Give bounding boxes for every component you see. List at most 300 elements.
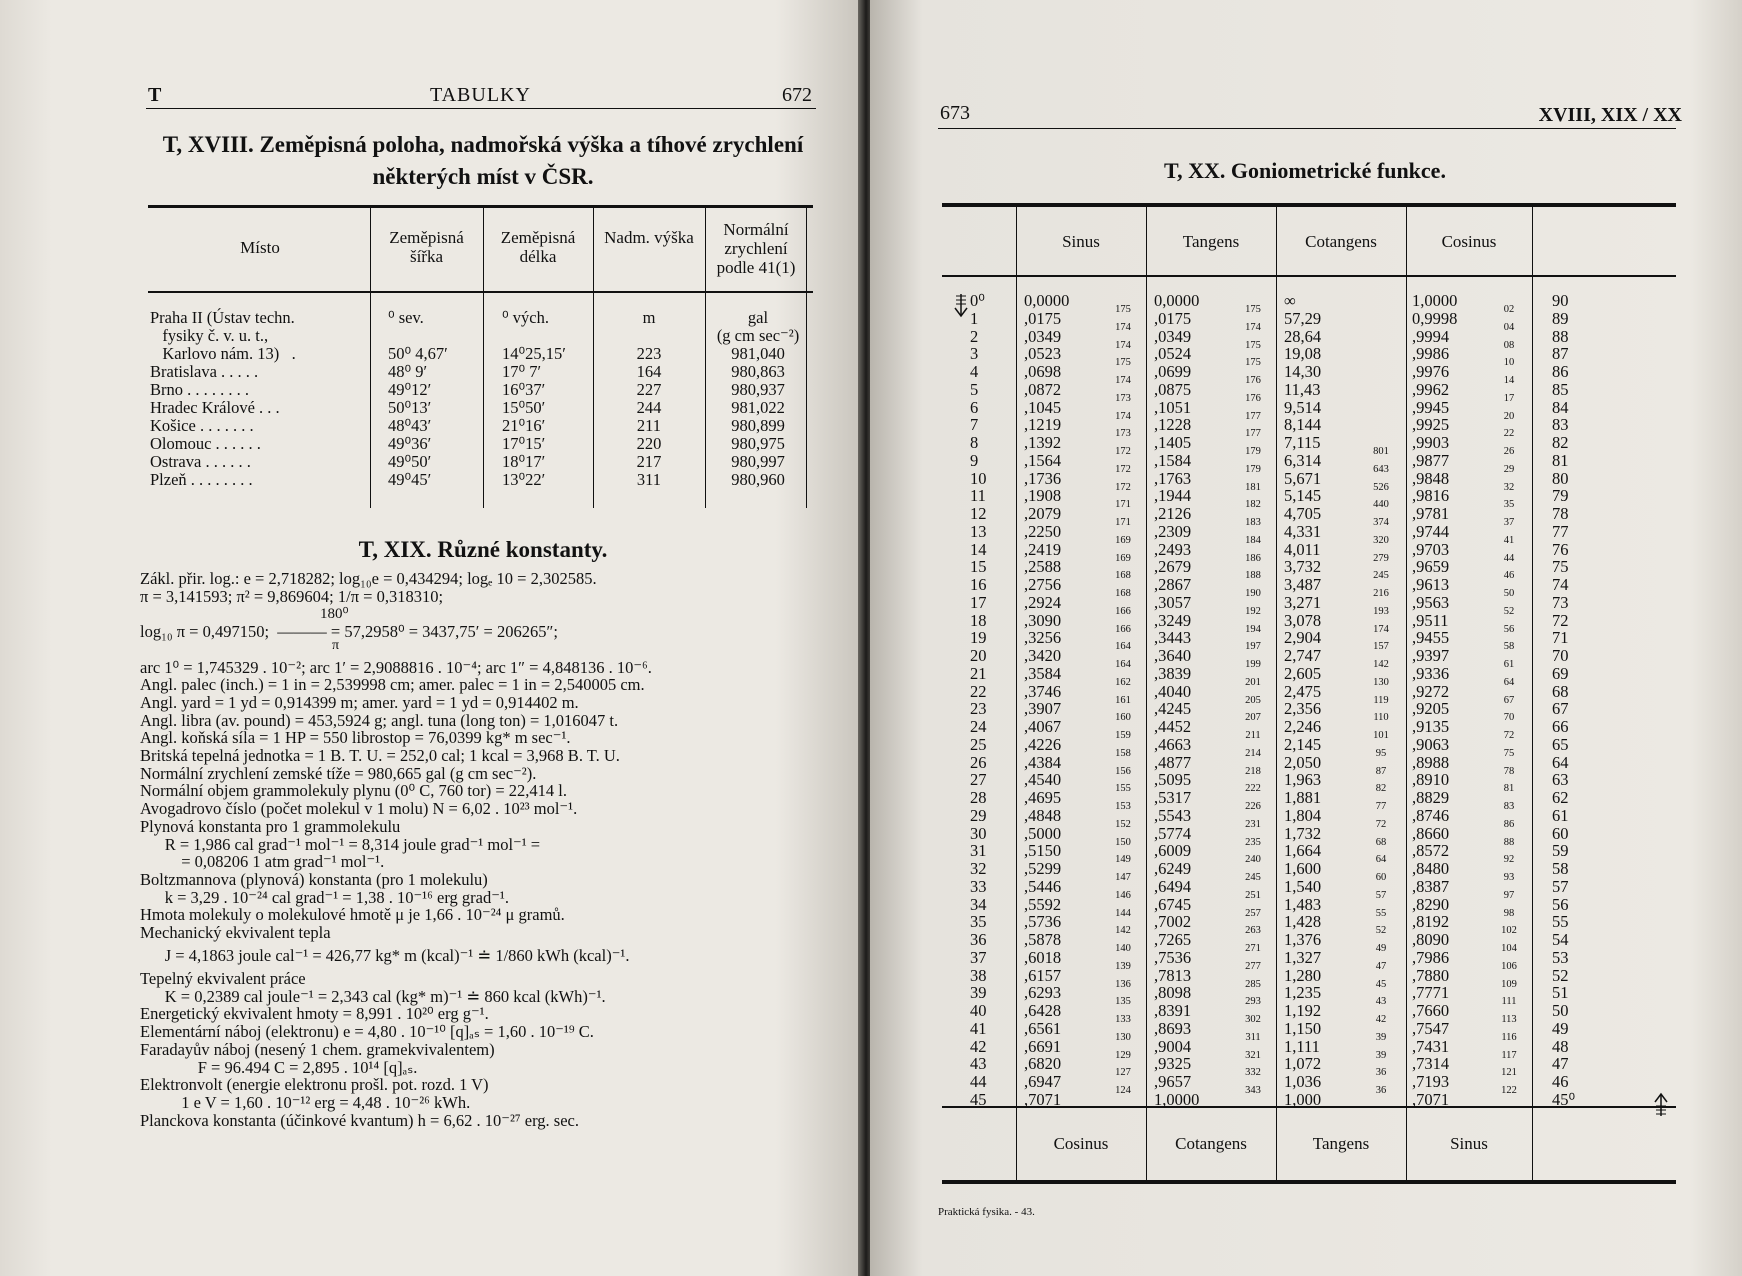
sinus-diff-cell: 166: [1115, 605, 1131, 617]
cosinus-cell: ,8090: [1412, 930, 1450, 949]
cosinus-diff-cell: 116: [1501, 1031, 1517, 1043]
longitude-cell: 18⁰17′: [502, 452, 546, 471]
degree-left-cell: 2: [970, 326, 979, 346]
sinus-diff-cell: 152: [1115, 818, 1131, 830]
degree-left-cell: 19: [970, 628, 987, 648]
cosinus-diff-cell: 46: [1503, 570, 1515, 582]
tangens-diff-cell: 211: [1245, 730, 1261, 741]
sinus-cell: ,5000: [1024, 823, 1062, 843]
place-cell: Bratislava . . . . .: [150, 362, 259, 381]
right-page: [870, 0, 1742, 1276]
cosinus-cell: ,9063: [1412, 734, 1450, 754]
degree-right-cell: 48: [1552, 1036, 1569, 1056]
degree-left-cell: 43: [970, 1054, 987, 1074]
top-header-tangens: Tangens: [1182, 232, 1240, 251]
degree-right-cell: 90: [1552, 291, 1569, 310]
cosinus-cell: ,7193: [1412, 1072, 1450, 1091]
cosinus-diff-cell: 04: [1503, 321, 1515, 333]
longitude-cell: 17⁰15′: [502, 434, 546, 453]
sinus-diff-cell: 162: [1115, 676, 1131, 688]
degree-left-cell: 24: [970, 717, 987, 736]
degree-right-cell: 77: [1552, 521, 1569, 541]
tangens-cell: 0,0000: [1154, 291, 1200, 310]
degree-right-cell: 68: [1552, 681, 1569, 701]
cosinus-cell: ,9781: [1412, 504, 1450, 523]
tangens-diff-cell: 184: [1245, 534, 1261, 546]
sinus-diff-cell: 129: [1115, 1049, 1131, 1061]
constant-line: Energetický ekvivalent hmoty = 8,991 . 10²⁰ erg g⁻¹.: [140, 1004, 489, 1024]
cosinus-cell: ,9511: [1412, 610, 1449, 630]
tangens-diff-cell: 271: [1245, 943, 1261, 954]
bottom-header-cotangens: Cotangens: [1175, 1134, 1247, 1153]
xx-title: T, XX. Goniometrické funkce.: [1164, 158, 1446, 183]
down-arrow-icon: [952, 292, 970, 318]
cosinus-cell: ,7314: [1412, 1054, 1450, 1074]
degree-left-cell: 25: [970, 734, 987, 754]
sinus-cell: ,4540: [1024, 770, 1062, 790]
cosinus-cell: 0,9998: [1412, 308, 1458, 328]
tangens-diff-cell: 186: [1245, 552, 1261, 564]
degree-right-cell: 57: [1552, 876, 1569, 896]
degree-right-cell: 55: [1552, 912, 1569, 932]
header-page-number: 672: [782, 84, 812, 106]
constant-line: Normální objem grammolekuly plynu (0⁰ C, 760 tor) = 22,414 l.: [140, 781, 567, 801]
degree-right-cell: 64: [1552, 752, 1569, 772]
cotangens-cell: 3,078: [1284, 610, 1322, 630]
cotangens-diff-cell: 39: [1375, 1049, 1387, 1061]
sinus-cell: ,7071: [1024, 1089, 1062, 1109]
degree-right-cell: 51: [1552, 983, 1569, 1003]
cotangens-diff-cell: 87: [1375, 765, 1387, 777]
sinus-diff-cell: 146: [1115, 889, 1131, 901]
cotangens-diff-cell: 801: [1373, 446, 1389, 457]
cotangens-cell: 4,705: [1284, 504, 1322, 523]
tangens-cell: ,4663: [1154, 734, 1192, 754]
cosinus-diff-cell: 17: [1503, 392, 1515, 404]
sinus-diff-cell: 150: [1115, 836, 1131, 848]
footer-signature: Praktická fysika. - 43.: [938, 1206, 1035, 1218]
tangens-cell: ,7265: [1154, 930, 1192, 949]
degree-left-cell: 22: [970, 681, 987, 701]
degree-left-cell: 17: [970, 592, 987, 612]
sinus-cell: ,2079: [1024, 504, 1062, 523]
latitude-cell: 48⁰ 9′: [388, 362, 428, 381]
degree-left-cell: 31: [970, 841, 987, 861]
constant-line: Plynová konstanta pro 1 grammolekulu: [140, 816, 401, 836]
sinus-cell: ,4226: [1024, 734, 1062, 754]
sinus-diff-cell: 174: [1115, 410, 1131, 422]
sinus-cell: ,6947: [1024, 1072, 1062, 1091]
degree-right-cell: 62: [1552, 788, 1569, 807]
gravity-cell: 981,022: [731, 398, 785, 417]
sinus-cell: ,5736: [1024, 912, 1062, 932]
sinus-cell: ,0872: [1024, 379, 1062, 399]
latitude-cell: ⁰ sev.: [388, 308, 424, 327]
tangens-diff-cell: 175: [1245, 357, 1261, 369]
cotangens-cell: 3,487: [1284, 575, 1322, 594]
degree-left-cell: 5: [970, 379, 979, 399]
degree-right-cell: 58: [1552, 859, 1569, 878]
sinus-cell: ,6691: [1024, 1036, 1062, 1056]
tangens-diff-cell: 343: [1245, 1085, 1261, 1096]
constant-line: 1 e V = 1,60 . 10⁻¹² erg = 4,48 . 10⁻²⁶ kWh.: [140, 1092, 471, 1112]
cosinus-cell: 1,0000: [1412, 291, 1458, 310]
degree-left-cell: 1: [970, 308, 979, 328]
cotangens-diff-cell: 440: [1373, 499, 1389, 511]
degree-right-cell: 54: [1552, 930, 1569, 949]
gravity-cell: 980,863: [731, 362, 785, 381]
cotangens-cell: 1,235: [1284, 983, 1322, 1003]
bottom-header-cosinus: Cosinus: [1053, 1134, 1109, 1153]
sinus-diff-cell: 153: [1115, 801, 1131, 812]
degree-left-cell: 20: [970, 646, 987, 665]
sinus-diff-cell: 173: [1115, 392, 1131, 404]
tangens-diff-cell: 177: [1245, 428, 1261, 440]
header-title: TABULKY: [430, 84, 531, 106]
degree-left-cell: 34: [970, 894, 987, 914]
tangens-cell: ,0875: [1154, 379, 1192, 399]
cosinus-cell: ,8910: [1412, 770, 1450, 790]
sinus-diff-cell: 149: [1115, 854, 1131, 866]
degree-right-cell: 86: [1552, 362, 1569, 381]
latitude-cell: 50⁰13′: [388, 398, 432, 417]
tangens-diff-cell: 176: [1245, 392, 1261, 404]
tangens-cell: ,6494: [1154, 876, 1192, 896]
degree-right-cell: 67: [1552, 699, 1569, 719]
cotangens-diff-cell: 157: [1373, 641, 1389, 653]
tangens-diff-cell: 263: [1245, 925, 1261, 937]
cosinus-diff-cell: 29: [1503, 463, 1515, 475]
tangens-cell: ,0699: [1154, 362, 1192, 381]
sinus-cell: ,1564: [1024, 450, 1062, 470]
cosinus-cell: ,9877: [1412, 450, 1450, 470]
tangens-diff-cell: 218: [1245, 765, 1261, 777]
cotangens-cell: 1,072: [1284, 1054, 1322, 1074]
tangens-diff-cell: 175: [1245, 304, 1261, 315]
place-cell: Brno . . . . . . . .: [150, 380, 249, 399]
sinus-diff-cell: 175: [1115, 304, 1131, 315]
constant-line: Tepelný ekvivalent práce: [140, 969, 306, 988]
cotangens-cell: 28,64: [1284, 326, 1322, 346]
sinus-diff-cell: 172: [1115, 446, 1131, 457]
sinus-cell: ,3584: [1024, 663, 1062, 683]
cotangens-diff-cell: 193: [1373, 605, 1389, 617]
cotangens-cell: 5,145: [1284, 486, 1322, 506]
cosinus-diff-cell: 121: [1501, 1067, 1517, 1079]
cotangens-cell: 2,246: [1284, 717, 1322, 736]
cotangens-diff-cell: 47: [1375, 960, 1387, 972]
cosinus-cell: ,7547: [1412, 1018, 1450, 1038]
degree-right-cell: 56: [1552, 894, 1569, 914]
constant-line: π = 3,141593; π² = 9,869604; 1/π = 0,318310;: [140, 586, 444, 606]
degree-right-cell: 73: [1552, 592, 1569, 612]
degree-left-cell: 7: [970, 415, 979, 435]
col-header-gravity: Normální zrychlení podle 41(1): [716, 220, 796, 277]
cosinus-diff-cell: 32: [1503, 481, 1515, 493]
sinus-cell: ,4695: [1024, 788, 1062, 807]
sinus-diff-cell: 168: [1115, 570, 1131, 582]
place-cell: Praha II (Ústav techn.: [150, 308, 295, 327]
tangens-diff-cell: 302: [1245, 1014, 1261, 1025]
degree-right-cell: 76: [1552, 539, 1569, 559]
xviii-title-line2: některých míst v ČSR.: [372, 164, 594, 189]
sinus-cell: ,6820: [1024, 1054, 1062, 1074]
cotangens-diff-cell: 130: [1373, 676, 1389, 688]
sinus-cell: ,6428: [1024, 1001, 1062, 1020]
degree-right-cell: 88: [1552, 326, 1569, 346]
cotangens-diff-cell: 77: [1375, 801, 1387, 812]
degree-left-cell: 3: [970, 344, 979, 364]
cosinus-diff-cell: 109: [1501, 978, 1517, 990]
degree-right-cell: 46: [1552, 1072, 1569, 1091]
cotangens-diff-cell: 52: [1375, 925, 1387, 937]
place-cell: Ostrava . . . . . .: [150, 452, 251, 471]
degree-right-cell: 82: [1552, 433, 1569, 452]
constant-line: Angl. koňská síla = 1 HP = 550 librostop = 76,0399 kg* m sec⁻¹.: [140, 728, 571, 748]
cotangens-diff-cell: 60: [1375, 872, 1387, 883]
cotangens-diff-cell: 320: [1373, 534, 1389, 546]
cotangens-cell: 6,314: [1284, 450, 1322, 470]
tangens-cell: ,3640: [1154, 646, 1192, 665]
place-cell: Plzeň . . . . . . . .: [150, 470, 253, 489]
sinus-diff-cell: 130: [1115, 1031, 1131, 1043]
degree-right-cell: 71: [1552, 628, 1569, 648]
tangens-diff-cell: 192: [1245, 605, 1261, 617]
header-title: XVIII, XIX / XX: [1538, 104, 1682, 126]
sinus-diff-cell: 173: [1115, 428, 1131, 440]
gravity-cell: 980,899: [731, 416, 785, 435]
tangens-diff-cell: 251: [1245, 889, 1261, 901]
tangens-cell: ,3443: [1154, 628, 1192, 648]
col-header-altitude: Nadm. výška: [604, 228, 694, 247]
degree-right-cell: 84: [1552, 397, 1569, 417]
cotangens-cell: 1,804: [1284, 805, 1322, 825]
up-arrow-icon: [1652, 1092, 1670, 1118]
degree-right-cell: 45⁰: [1552, 1089, 1576, 1109]
sinus-cell: ,5878: [1024, 930, 1062, 949]
sinus-cell: ,4384: [1024, 752, 1062, 772]
latitude-cell: 48⁰43′: [388, 416, 432, 435]
sinus-diff-cell: 171: [1115, 499, 1131, 511]
degree-right-cell: 83: [1552, 415, 1569, 435]
degree-right-cell: 53: [1552, 947, 1569, 967]
tangens-diff-cell: 277: [1245, 960, 1261, 972]
top-header-sinus: Sinus: [1062, 232, 1100, 251]
sinus-diff-cell: 174: [1115, 339, 1131, 351]
tangens-cell: ,4040: [1154, 681, 1192, 701]
degree-left-cell: 42: [970, 1036, 987, 1056]
cosinus-cell: ,9397: [1412, 646, 1450, 665]
degree-left-cell: 44: [970, 1072, 987, 1091]
sinus-diff-cell: 155: [1115, 783, 1131, 795]
degree-left-cell: 6: [970, 397, 979, 417]
cosinus-cell: ,7880: [1412, 965, 1450, 985]
gravity-cell: 980,975: [731, 434, 785, 453]
tangens-cell: ,1584: [1154, 450, 1192, 470]
cotangens-cell: 1,280: [1284, 965, 1322, 985]
cosinus-cell: ,9816: [1412, 486, 1450, 506]
cosinus-diff-cell: 35: [1503, 499, 1515, 511]
tangens-cell: ,8098: [1154, 983, 1192, 1003]
cotangens-diff-cell: 526: [1373, 481, 1389, 493]
cosinus-cell: ,9205: [1412, 699, 1450, 719]
sinus-diff-cell: 127: [1115, 1067, 1131, 1079]
cotangens-diff-cell: 245: [1373, 570, 1389, 582]
degree-left-cell: 32: [970, 859, 987, 878]
tangens-cell: ,6009: [1154, 841, 1192, 861]
tangens-diff-cell: 245: [1245, 872, 1261, 883]
tangens-diff-cell: 179: [1245, 446, 1261, 457]
degree-left-cell: 15: [970, 557, 987, 577]
tangens-cell: ,1944: [1154, 486, 1192, 506]
cotangens-cell: 1,600: [1284, 859, 1322, 878]
degree-right-cell: 60: [1552, 823, 1569, 843]
latitude-cell: 49⁰45′: [388, 470, 432, 489]
cotangens-cell: 2,356: [1284, 699, 1322, 719]
longitude-cell: ⁰ vých.: [502, 308, 549, 327]
cosinus-cell: ,9848: [1412, 468, 1450, 488]
cotangens-cell: 11,43: [1284, 379, 1321, 399]
tangens-diff-cell: 177: [1245, 410, 1261, 422]
degree-right-cell: 78: [1552, 504, 1569, 523]
cotangens-diff-cell: 39: [1375, 1031, 1387, 1043]
cotangens-cell: 2,605: [1284, 663, 1322, 683]
tangens-diff-cell: 181: [1245, 481, 1261, 493]
tangens-cell: ,5774: [1154, 823, 1192, 843]
tangens-cell: ,5095: [1154, 770, 1192, 790]
cotangens-diff-cell: 36: [1375, 1085, 1387, 1096]
cosinus-diff-cell: 70: [1503, 712, 1515, 724]
degree-right-cell: 70: [1552, 646, 1569, 665]
degree-left-cell: 23: [970, 699, 987, 719]
tangens-diff-cell: 226: [1245, 801, 1261, 812]
gravity-cell: 980,960: [731, 470, 785, 489]
cotangens-diff-cell: 279: [1373, 552, 1389, 564]
degree-right-cell: 81: [1552, 450, 1569, 470]
sinus-cell: ,0698: [1024, 362, 1062, 381]
cotangens-cell: 1,540: [1284, 876, 1322, 896]
sinus-cell: ,6157: [1024, 965, 1062, 985]
cotangens-cell: 1,963: [1284, 770, 1322, 790]
tangens-diff-cell: 179: [1245, 463, 1261, 475]
cosinus-diff-cell: 122: [1501, 1085, 1517, 1096]
constant-line: = 0,08206 1 atm grad⁻¹ mol⁻¹.: [140, 852, 385, 872]
degree-right-cell: 69: [1552, 663, 1569, 683]
cotangens-cell: 1,150: [1284, 1018, 1322, 1038]
degree-right-cell: 65: [1552, 734, 1569, 754]
tangens-diff-cell: 188: [1245, 570, 1261, 582]
sinus-cell: ,6561: [1024, 1018, 1062, 1038]
cosinus-cell: ,8290: [1412, 894, 1450, 914]
sinus-cell: ,5150: [1024, 841, 1062, 861]
degree-right-cell: 59: [1552, 841, 1569, 861]
sinus-diff-cell: 136: [1115, 978, 1131, 990]
constant-line: Hmota molekuly o molekulové hmotě μ je 1,66 . 10⁻²⁴ μ gramů.: [140, 905, 565, 925]
altitude-cell: 311: [636, 470, 662, 489]
tangens-cell: ,1228: [1154, 415, 1192, 435]
constant-line: Britská tepelná jednotka = 1 B. T. U. = 252,0 cal; 1 kcal = 3,968 B. T. U.: [140, 746, 620, 765]
cosinus-diff-cell: 37: [1503, 517, 1515, 528]
sinus-diff-cell: 135: [1115, 996, 1131, 1008]
sinus-cell: ,4067: [1024, 717, 1062, 736]
sinus-diff-cell: 142: [1115, 925, 1131, 937]
constant-line: Planckova konstanta (účinkové kvantum) h = 6,62 . 10⁻²⁷ erg. sec.: [140, 1110, 579, 1130]
sinus-cell: ,2756: [1024, 575, 1062, 594]
degree-right-cell: 79: [1552, 486, 1569, 506]
cotangens-cell: 1,483: [1284, 894, 1322, 914]
sinus-cell: ,6018: [1024, 947, 1062, 967]
cosinus-cell: ,7986: [1412, 947, 1450, 967]
cotangens-cell: 1,000: [1284, 1089, 1322, 1109]
degree-right-cell: 85: [1552, 379, 1569, 399]
longitude-cell: 15⁰50′: [502, 398, 546, 417]
tangens-cell: ,2679: [1154, 557, 1192, 577]
tangens-cell: ,7002: [1154, 912, 1192, 932]
constant-line: Mechanický ekvivalent tepla: [140, 923, 331, 942]
cotangens-diff-cell: 49: [1375, 943, 1387, 954]
constant-line: Angl. palec (inch.) = 1 in = 2,539998 cm; amer. palec = 1 in = 2,540005 cm.: [140, 675, 645, 695]
sinus-diff-cell: 169: [1115, 552, 1131, 564]
gravity-cell: 980,937: [731, 380, 785, 399]
longitude-cell: 13⁰22′: [502, 470, 546, 489]
cotangens-cell: 2,145: [1284, 734, 1322, 754]
sinus-cell: ,2250: [1024, 521, 1062, 541]
cotangens-cell: 1,428: [1284, 912, 1322, 932]
constant-line: Zákl. přir. log.: e = 2,718282; log₁₀e = 0,434294; logₑ 10 = 2,302585.: [140, 569, 597, 588]
degree-left-cell: 36: [970, 930, 987, 949]
tangens-diff-cell: 201: [1245, 676, 1261, 688]
degree-left-cell: 0⁰: [970, 291, 985, 310]
tangens-cell: ,0175: [1154, 308, 1192, 328]
degree-left-cell: 11: [970, 486, 986, 506]
cosinus-cell: ,9336: [1412, 663, 1450, 683]
sinus-cell: ,5446: [1024, 876, 1062, 896]
latitude-cell: 49⁰12′: [388, 380, 432, 399]
degree-left-cell: 37: [970, 947, 987, 967]
tangens-diff-cell: 311: [1245, 1031, 1261, 1043]
degree-left-cell: 27: [970, 770, 987, 790]
latitude-cell: 49⁰50′: [388, 452, 432, 471]
sinus-cell: ,4848: [1024, 805, 1062, 825]
tangens-diff-cell: 231: [1245, 818, 1261, 830]
degree-left-cell: 41: [970, 1018, 987, 1038]
constant-line: arc 1⁰ = 1,745329 . 10⁻²; arc 1′ = 2,9088816 . 10⁻⁴; arc 1″ = 4,848136 . 10⁻⁶.: [140, 657, 652, 677]
constant-line: Boltzmannova (plynová) konstanta (pro 1 molekulu): [140, 869, 488, 889]
sinus-cell: ,2924: [1024, 592, 1062, 612]
tangens-diff-cell: 321: [1245, 1049, 1261, 1061]
cotangens-cell: 9,514: [1284, 397, 1322, 417]
cotangens-diff-cell: 216: [1373, 588, 1389, 599]
col-header-longitude: Zeměpisná délka: [500, 228, 576, 266]
cosinus-diff-cell: 86: [1503, 818, 1515, 830]
degree-right-cell: 87: [1552, 344, 1569, 364]
degree-right-cell: 47: [1552, 1054, 1569, 1074]
constant-line: Elementární náboj (elektronu) e = 4,80 . 10⁻¹⁰ [q]ₐₛ = 1,60 . 10⁻¹⁹ C.: [140, 1022, 594, 1042]
header-letter: T: [148, 84, 162, 106]
col-header-latitude: Zeměpisná šířka: [389, 228, 464, 266]
cosinus-cell: ,7431: [1412, 1036, 1450, 1056]
degree-left-cell: 38: [970, 965, 987, 985]
cosinus-diff-cell: 67: [1503, 694, 1515, 706]
sinus-diff-cell: 175: [1115, 357, 1131, 369]
tangens-cell: ,4452: [1154, 717, 1192, 736]
cotangens-cell: 3,271: [1284, 592, 1322, 612]
tangens-cell: ,4877: [1154, 752, 1192, 772]
cosinus-cell: ,9135: [1412, 717, 1450, 736]
degree-left-cell: 16: [970, 575, 987, 594]
cotangens-diff-cell: 72: [1375, 818, 1387, 830]
degree-left-cell: 30: [970, 823, 987, 843]
